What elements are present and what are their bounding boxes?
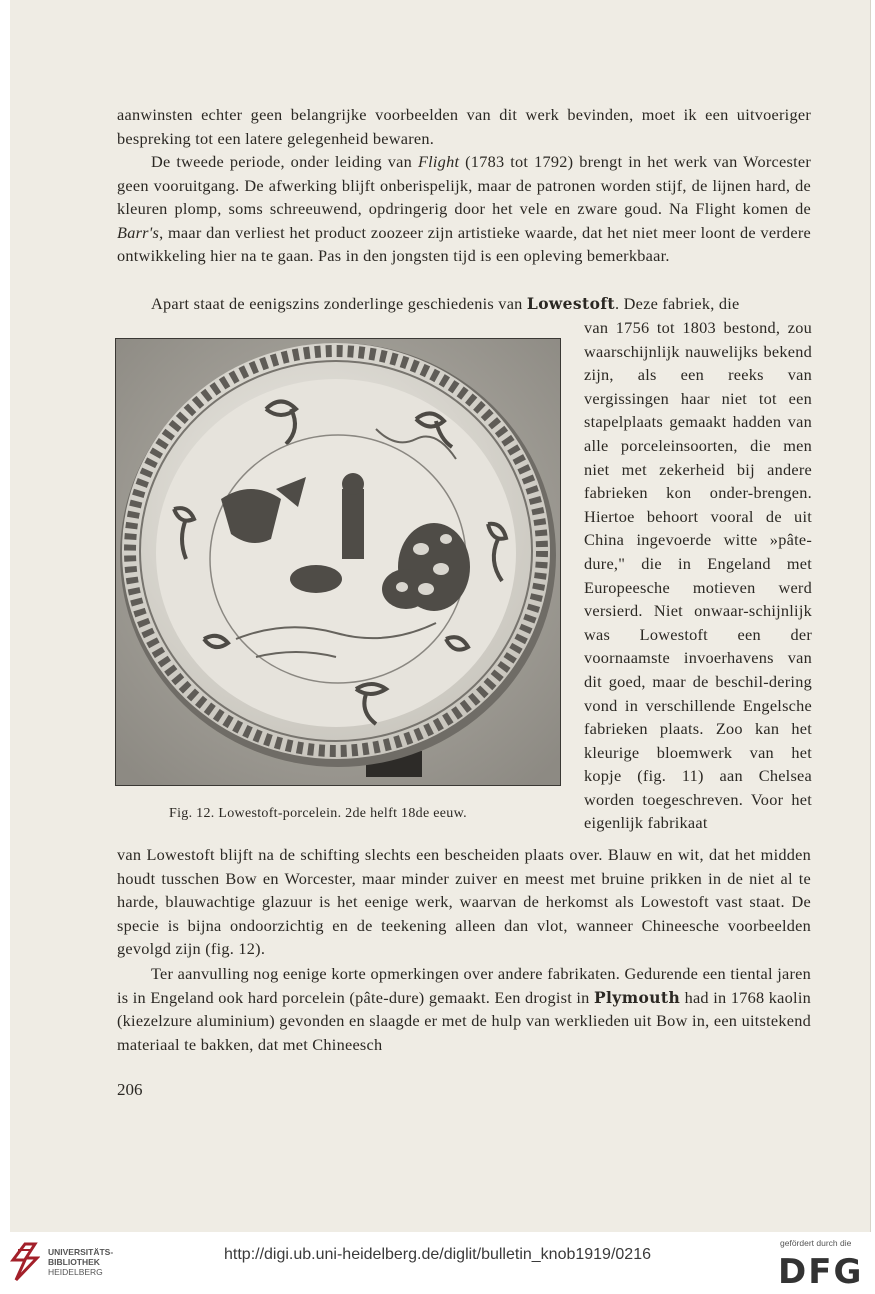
library-name-line-1: UNIVERSITÄTS- xyxy=(48,1247,114,1257)
paragraph-4-text-a: Ter aanvulling nog eenige korte opmerkingen over andere fabrikaten. Gedurende een tiental jaren is in Engeland ook hard porcelein (pâte-dure) gemaakt. Een drogist in xyxy=(117,964,811,1007)
name-plymouth: Plymouth xyxy=(593,987,681,1007)
paragraph-4 xyxy=(117,962,811,1056)
library-name-line-2: BIBLIOTHEK xyxy=(48,1257,100,1267)
page-number: 206 xyxy=(117,1080,143,1099)
paragraph-3-text-a: Apart staat de eenigszins zonderlinge geschiedenis van xyxy=(151,294,527,313)
paragraph-1-text: aanwinsten echter geen belangrijke voorbeelden van dit werk bevinden, moet ik een uitvoeriger bespreking tot een latere gelegenheid bewaren. xyxy=(117,105,811,148)
figure-caption: Fig. 12. Lowestoft-porcelein. 2de helft 18de eeuw. xyxy=(169,806,467,821)
name-lowestoft: Lowestoft xyxy=(526,294,615,313)
paragraph-3-text-b: . Deze fabriek, die xyxy=(614,294,740,313)
paragraph-3-intro xyxy=(117,292,811,316)
paragraph-3-side-text: van 1756 tot 1803 bestond, zou waarschijnlijk nauwelijks bekend zijn, als een reeks van vergissingen haar niet tot een stapelplaats gemaakt hadden van alle porceleinsoorten, die men niet met zekerheid bij andere fabrieken kon onder-brengen. Hiertoe behoort vooral de uit China ingevoerde witte »pâte-dure," die in Engeland met Europeesche motieven werd versierd. Niet onwaar-schijnlijk was Lowestoft een der voornaamste invoerhavens van dit goed, maar de beschil-dering vond in verschillende Engelsche fabrieken plaats. Zoo kan het kleurige bloemwerk van het kopje (fig. 11) aan Chelsea worden toegeschreven. Voor het eigenlijk fabrikaat xyxy=(584,318,812,833)
name-flight: Flight xyxy=(417,152,460,171)
plate-illustration xyxy=(116,339,560,785)
paragraph-2-text-c: , maar dan verliest het product zoozeer zijn artistieke waarde, dat het niet meer loont de verdere ontwikkeling hier na te gaan. Pas in den jongsten tijd is een opleving bemerkbaar. xyxy=(117,222,811,266)
permalink-url[interactable]: http://digi.ub.uni-heidelberg.de/diglit/bulletin_knob1919/0216 xyxy=(224,1246,651,1263)
figure-lowestoft-plate xyxy=(115,338,561,786)
paragraph-3-side-column xyxy=(584,316,812,835)
paragraph-4-text-b: had in 1768 kaolin (kiezelzure aluminium) gevonden en slaagde er met de hulp van werklieden uit Bow in, een uitstekend materiaal te bakken, dat met Chineesch xyxy=(117,987,811,1054)
library-name-line-3: HEIDELBERG xyxy=(48,1267,103,1277)
paragraph-3-continued xyxy=(117,843,811,961)
paragraph-2-text-a: De tweede periode, onder leiding van xyxy=(151,152,418,171)
paragraph-3-text-c: van Lowestoft blijft na de schifting slechts een bescheiden plaats over. Blauw en wit, dat het midden houdt tusschen Bow en Worcester, maar minder zuiver en meest met bruine prikken in de niet al te harde, blauwachtige glazuur is het eenige werk, waarvan de herkomst als Lowestoft vast staat. De specie is bijna ondoorzichtig en de teekening alleen dan vlot, wanneer Chineesche voorbeelden gevolgd zijn (fig. 12). xyxy=(117,845,811,959)
paragraph-2 xyxy=(117,150,811,268)
funding-note: gefördert durch die xyxy=(780,1238,852,1248)
name-barrs: Barr's xyxy=(117,222,160,242)
paragraph-2-text-b: (1783 tot 1792) brengt in het werk van Worcester geen vooruitgang. De afwerking blijft onberispelijk, maar de patronen worden stijf, de lijnen hard, de kleuren plomp, soms schreeuwend, opdringerig door het vele en zware goud. Na Flight komen de xyxy=(117,152,811,219)
paragraph-1 xyxy=(117,103,811,150)
dfg-logo[interactable]: DFG xyxy=(778,1252,864,1292)
